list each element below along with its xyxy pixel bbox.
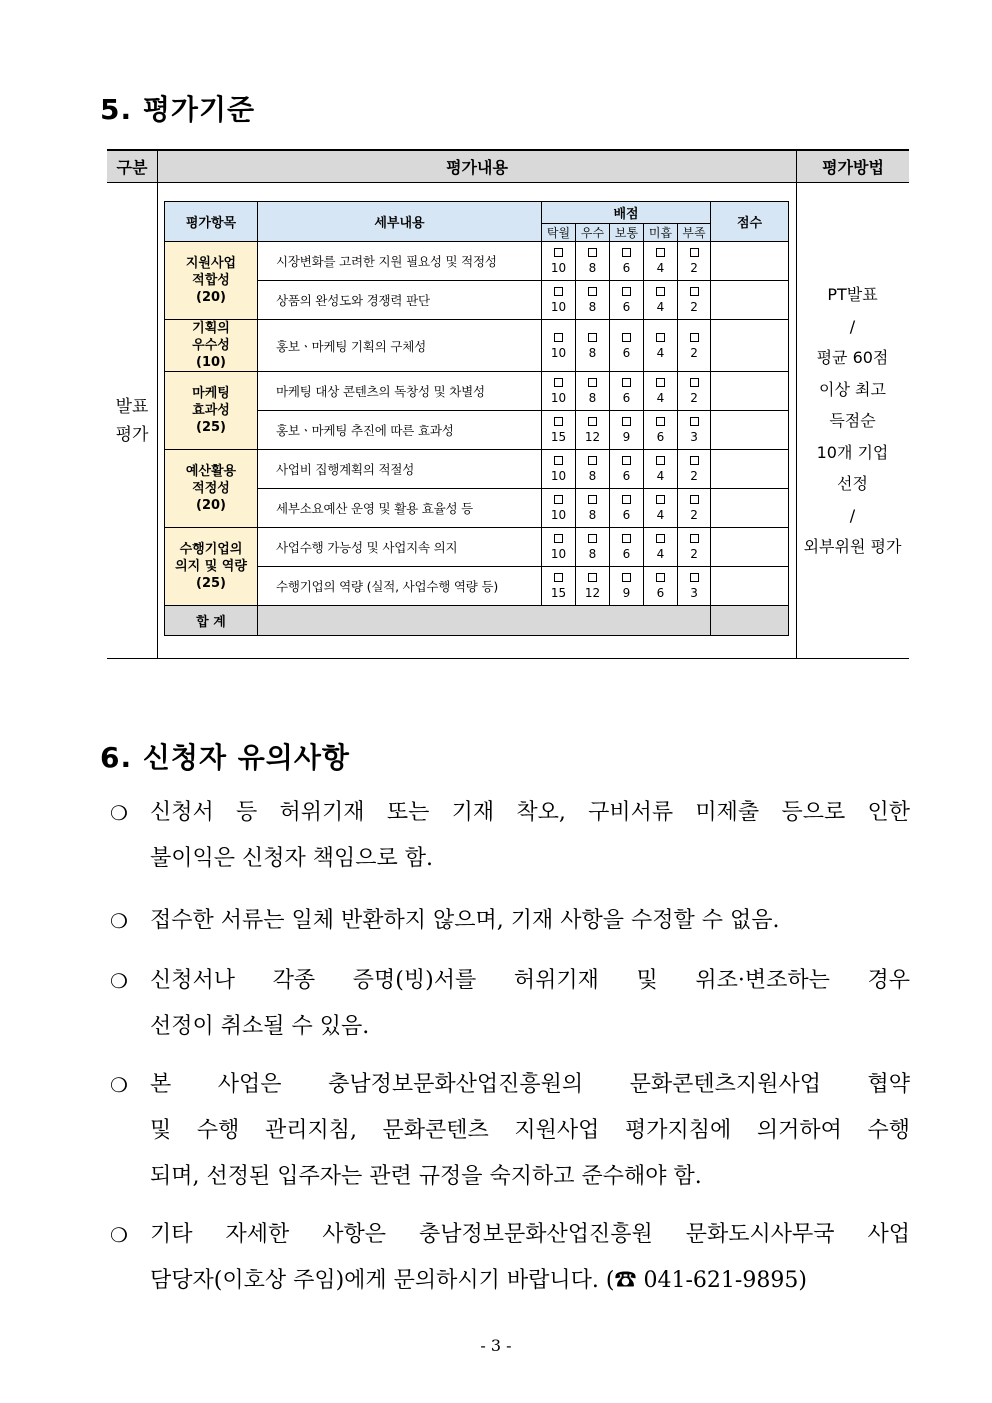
header-detail: 세부내용 [258, 202, 542, 242]
score-value: 4 [656, 547, 665, 561]
checkbox-icon[interactable] [690, 417, 699, 426]
category-line: (25) [196, 420, 226, 435]
method-cell [796, 183, 909, 659]
checkbox-icon[interactable] [690, 248, 699, 257]
score-input-cell[interactable] [711, 489, 789, 528]
score-value: 3 [690, 586, 698, 600]
score-option[interactable] [542, 411, 576, 450]
score-option[interactable] [610, 567, 644, 606]
category-line: 기획의 [192, 321, 230, 336]
score-option[interactable] [576, 320, 610, 372]
score-input-cell[interactable] [711, 242, 789, 281]
method-line: 선정 [837, 474, 868, 494]
category-cell [165, 372, 258, 450]
score-value: 8 [588, 391, 597, 405]
note-line: 기타 자세한 사항은 충남정보문화산업진흥원 문화도시사무국 사업 [150, 1222, 910, 1247]
score-option[interactable] [610, 411, 644, 450]
score-option[interactable] [678, 450, 711, 489]
score-value: 2 [690, 469, 698, 483]
score-value: 8 [588, 469, 597, 483]
category-line: 적정성 [192, 481, 230, 496]
checkbox-icon[interactable] [656, 248, 665, 257]
total-score-cell[interactable] [711, 606, 789, 636]
checkbox-icon[interactable] [554, 495, 563, 504]
detail-cell: 시장변화를 고려한 지원 필요성 및 적정성 [258, 242, 542, 281]
checkbox-icon[interactable] [622, 534, 631, 543]
score-option[interactable] [542, 450, 576, 489]
score-value: 12 [584, 586, 601, 600]
bullet-icon: ❍ [110, 1073, 128, 1097]
checkbox-icon[interactable] [690, 333, 699, 342]
score-value: 6 [622, 391, 631, 405]
category-line: 우수성 [192, 338, 230, 353]
checkbox-icon[interactable] [588, 573, 597, 582]
score-value: 4 [656, 508, 665, 522]
score-value: 10 [550, 469, 567, 483]
score-value: 3 [690, 430, 698, 444]
note-line: 담당자(이호상 주임)에게 문의하시기 바랍니다. (☎ 041-621-9895) [150, 1268, 807, 1293]
score-option[interactable] [542, 242, 576, 281]
score-value: 8 [588, 300, 597, 314]
note-line: 신청서나 각종 증명(빙)서를 허위기재 및 위조·변조하는 경우 [150, 968, 910, 993]
score-option[interactable] [576, 567, 610, 606]
score-value: 6 [656, 586, 665, 600]
score-value: 6 [656, 430, 665, 444]
category-line: 마케팅 [192, 386, 230, 401]
score-option[interactable] [678, 528, 711, 567]
score-value: 4 [656, 300, 665, 314]
score-value: 9 [622, 586, 631, 600]
score-option[interactable] [678, 320, 711, 372]
category-line: (20) [196, 498, 226, 513]
category-cell [165, 450, 258, 528]
header-content: 평가내용 [157, 149, 796, 183]
score-input-cell[interactable] [711, 411, 789, 450]
checkbox-icon[interactable] [588, 417, 597, 426]
score-value: 2 [690, 391, 698, 405]
score-option[interactable] [610, 320, 644, 372]
score-value: 9 [622, 430, 631, 444]
header-baejeom: 배점 [542, 202, 711, 224]
score-option[interactable] [610, 450, 644, 489]
checkbox-icon[interactable] [588, 495, 597, 504]
score-input-cell[interactable] [711, 372, 789, 411]
method-line: 평균 60점 [816, 348, 889, 368]
score-option[interactable] [644, 411, 678, 450]
method-line: / [849, 505, 856, 525]
category-line: 효과성 [192, 403, 230, 418]
score-option[interactable] [644, 450, 678, 489]
gubun-cell [107, 183, 157, 659]
checkbox-icon[interactable] [588, 456, 597, 465]
score-option[interactable] [644, 372, 678, 411]
checkbox-icon[interactable] [656, 378, 665, 387]
checkbox-icon[interactable] [690, 456, 699, 465]
score-value: 10 [550, 300, 567, 314]
score-option[interactable] [678, 242, 711, 281]
method-line: PT발표 [827, 285, 878, 305]
score-option[interactable] [542, 281, 576, 320]
score-option[interactable] [610, 528, 644, 567]
score-input-cell[interactable] [711, 320, 789, 372]
method-line: 이상 최고 [819, 379, 886, 399]
level-header: 우수 [576, 224, 610, 242]
section-6-title: 6. 신청자 유의사항 [100, 741, 350, 774]
checkbox-icon[interactable] [622, 417, 631, 426]
total-blank [258, 606, 711, 636]
score-option[interactable] [610, 281, 644, 320]
category-cell [165, 320, 258, 372]
checkbox-icon[interactable] [588, 248, 597, 257]
method-line: 외부위원 평가 [803, 537, 902, 557]
note-line: 불이익은 신청자 책임으로 함. [150, 846, 433, 871]
score-option[interactable] [542, 372, 576, 411]
score-option[interactable] [576, 372, 610, 411]
checkbox-icon[interactable] [554, 534, 563, 543]
page-number: - 3 - [480, 1336, 512, 1355]
checkbox-icon[interactable] [622, 287, 631, 296]
score-value: 8 [588, 261, 597, 275]
checkbox-icon[interactable] [690, 495, 699, 504]
score-option[interactable] [542, 320, 576, 372]
method-line: 득점순 [829, 411, 876, 431]
note-line: 접수한 서류는 일체 반환하지 않으며, 기재 사항을 수정할 수 없음. [150, 908, 780, 933]
category-line: 지원사업 [185, 256, 237, 271]
checkbox-icon[interactable] [588, 378, 597, 387]
score-value: 10 [550, 261, 567, 275]
note-item [110, 1212, 910, 1304]
gubun-line: 평가 [115, 425, 149, 445]
note-item [110, 958, 910, 1050]
checkbox-icon[interactable] [554, 456, 563, 465]
score-option[interactable] [644, 320, 678, 372]
score-value: 15 [550, 586, 567, 600]
score-value: 2 [690, 261, 698, 275]
score-value: 4 [656, 345, 665, 360]
category-line: (25) [196, 576, 226, 591]
gubun-line: 발표 [115, 397, 149, 417]
score-value: 2 [690, 300, 698, 314]
checkbox-icon[interactable] [622, 378, 631, 387]
score-value: 8 [588, 547, 597, 561]
checkbox-icon[interactable] [588, 333, 597, 342]
detail-cell: 사업비 집행계획의 적절성 [258, 450, 542, 489]
score-value: 4 [656, 261, 665, 275]
checkbox-icon[interactable] [622, 573, 631, 582]
category-line: 의지 및 역량 [175, 559, 247, 574]
score-value: 6 [622, 261, 631, 275]
checkbox-icon[interactable] [554, 248, 563, 257]
score-option[interactable] [644, 528, 678, 567]
score-value: 4 [656, 469, 665, 483]
score-option[interactable] [678, 489, 711, 528]
score-value: 10 [550, 547, 567, 561]
score-value: 6 [622, 469, 631, 483]
header-item: 평가항목 [165, 202, 258, 242]
checkbox-icon[interactable] [554, 417, 563, 426]
checkbox-icon[interactable] [554, 287, 563, 296]
score-option[interactable] [678, 411, 711, 450]
score-option[interactable] [678, 281, 711, 320]
score-value: 6 [622, 508, 631, 522]
score-value: 4 [656, 391, 665, 405]
note-line: 신청서 등 허위기재 또는 기재 착오, 구비서류 미제출 등으로 인한 [150, 800, 910, 825]
score-input-cell[interactable] [711, 567, 789, 606]
total-label: 합 계 [165, 606, 258, 636]
score-option[interactable] [678, 567, 711, 606]
checkbox-icon[interactable] [622, 456, 631, 465]
checkbox-icon[interactable] [554, 573, 563, 582]
score-option[interactable] [576, 281, 610, 320]
checkbox-icon[interactable] [588, 534, 597, 543]
score-value: 6 [622, 300, 631, 314]
level-header: 미흡 [644, 224, 678, 242]
detail-cell: 홍보ㆍ마케팅 기획의 구체성 [258, 320, 542, 372]
detail-cell: 세부소요예산 운영 및 활용 효율성 등 [258, 489, 542, 528]
score-value: 12 [584, 430, 601, 444]
score-option[interactable] [576, 489, 610, 528]
checkbox-icon[interactable] [554, 333, 563, 342]
score-value: 2 [690, 345, 698, 360]
score-option[interactable] [576, 450, 610, 489]
level-header: 탁월 [542, 224, 576, 242]
score-option[interactable] [542, 567, 576, 606]
checkbox-icon[interactable] [656, 417, 665, 426]
method-line: / [849, 316, 856, 336]
note-line: 선정이 취소될 수 있음. [150, 1014, 370, 1039]
section-5-title: 5. 평가기준 [100, 93, 256, 126]
category-cell [165, 528, 258, 606]
category-line: (20) [196, 290, 226, 305]
header-method: 평가방법 [796, 149, 909, 183]
checkbox-icon[interactable] [690, 287, 699, 296]
level-header: 보통 [610, 224, 644, 242]
checkbox-icon[interactable] [690, 378, 699, 387]
checkbox-icon[interactable] [656, 534, 665, 543]
score-option[interactable] [542, 528, 576, 567]
note-item [110, 1062, 910, 1200]
checkbox-icon[interactable] [656, 573, 665, 582]
scoring-table [164, 201, 789, 636]
category-cell [165, 242, 258, 320]
category-line: 적합성 [192, 273, 230, 288]
detail-cell: 수행기업의 역량 (실적, 사업수행 역량 등) [258, 567, 542, 606]
score-value: 6 [622, 345, 631, 360]
note-line: 및 수행 관리지침, 문화콘텐츠 지원사업 평가지침에 의거하여 수행 [150, 1118, 910, 1143]
header-gubun: 구분 [107, 149, 157, 183]
score-option[interactable] [610, 242, 644, 281]
checkbox-icon[interactable] [690, 534, 699, 543]
score-value: 8 [588, 508, 597, 522]
score-value: 2 [690, 547, 698, 561]
checkbox-icon[interactable] [656, 287, 665, 296]
score-option[interactable] [576, 242, 610, 281]
score-option[interactable] [644, 489, 678, 528]
note-item [110, 790, 910, 882]
checkbox-icon[interactable] [656, 495, 665, 504]
score-option[interactable] [610, 489, 644, 528]
checkbox-icon[interactable] [656, 456, 665, 465]
score-input-cell[interactable] [711, 528, 789, 567]
method-line: 10개 기업 [816, 442, 889, 462]
category-line: 예산활용 [185, 464, 237, 479]
score-option[interactable] [678, 372, 711, 411]
bullet-icon: ❍ [110, 969, 128, 993]
score-option[interactable] [576, 411, 610, 450]
score-option[interactable] [542, 489, 576, 528]
score-value: 10 [550, 345, 567, 360]
score-value: 2 [690, 508, 698, 522]
score-option[interactable] [610, 372, 644, 411]
checkbox-icon[interactable] [554, 378, 563, 387]
note-line: 되며, 선정된 입주자는 관련 규정을 숙지하고 준수해야 함. [150, 1164, 702, 1189]
bullet-icon: ❍ [110, 1223, 128, 1247]
score-value: 8 [588, 345, 597, 360]
score-option[interactable] [644, 281, 678, 320]
score-value: 10 [550, 391, 567, 405]
note-item [110, 898, 910, 944]
note-line: 본 사업은 충남정보문화산업진흥원의 문화콘텐츠지원사업 협약 [150, 1072, 910, 1097]
checkbox-icon[interactable] [622, 248, 631, 257]
score-input-cell[interactable] [711, 450, 789, 489]
score-value: 10 [550, 508, 567, 522]
detail-cell: 사업수행 가능성 및 사업지속 의지 [258, 528, 542, 567]
checkbox-icon[interactable] [622, 333, 631, 342]
score-option[interactable] [644, 567, 678, 606]
score-option[interactable] [576, 528, 610, 567]
bullet-icon: ❍ [110, 801, 128, 825]
category-line: 수행기업의 [179, 542, 243, 557]
score-option[interactable] [644, 242, 678, 281]
detail-cell: 홍보ㆍ마케팅 추진에 따른 효과성 [258, 411, 542, 450]
score-value: 6 [622, 547, 631, 561]
checkbox-icon[interactable] [690, 573, 699, 582]
bullet-icon: ❍ [110, 909, 128, 933]
checkbox-icon[interactable] [588, 287, 597, 296]
level-header: 부족 [678, 224, 711, 242]
score-input-cell[interactable] [711, 281, 789, 320]
score-value: 15 [550, 430, 567, 444]
detail-cell: 상품의 완성도와 경쟁력 판단 [258, 281, 542, 320]
category-line: (10) [196, 355, 226, 370]
checkbox-icon[interactable] [622, 495, 631, 504]
detail-cell: 마케팅 대상 콘텐츠의 독창성 및 차별성 [258, 372, 542, 411]
checkbox-icon[interactable] [656, 333, 665, 342]
header-score: 점수 [711, 202, 789, 242]
